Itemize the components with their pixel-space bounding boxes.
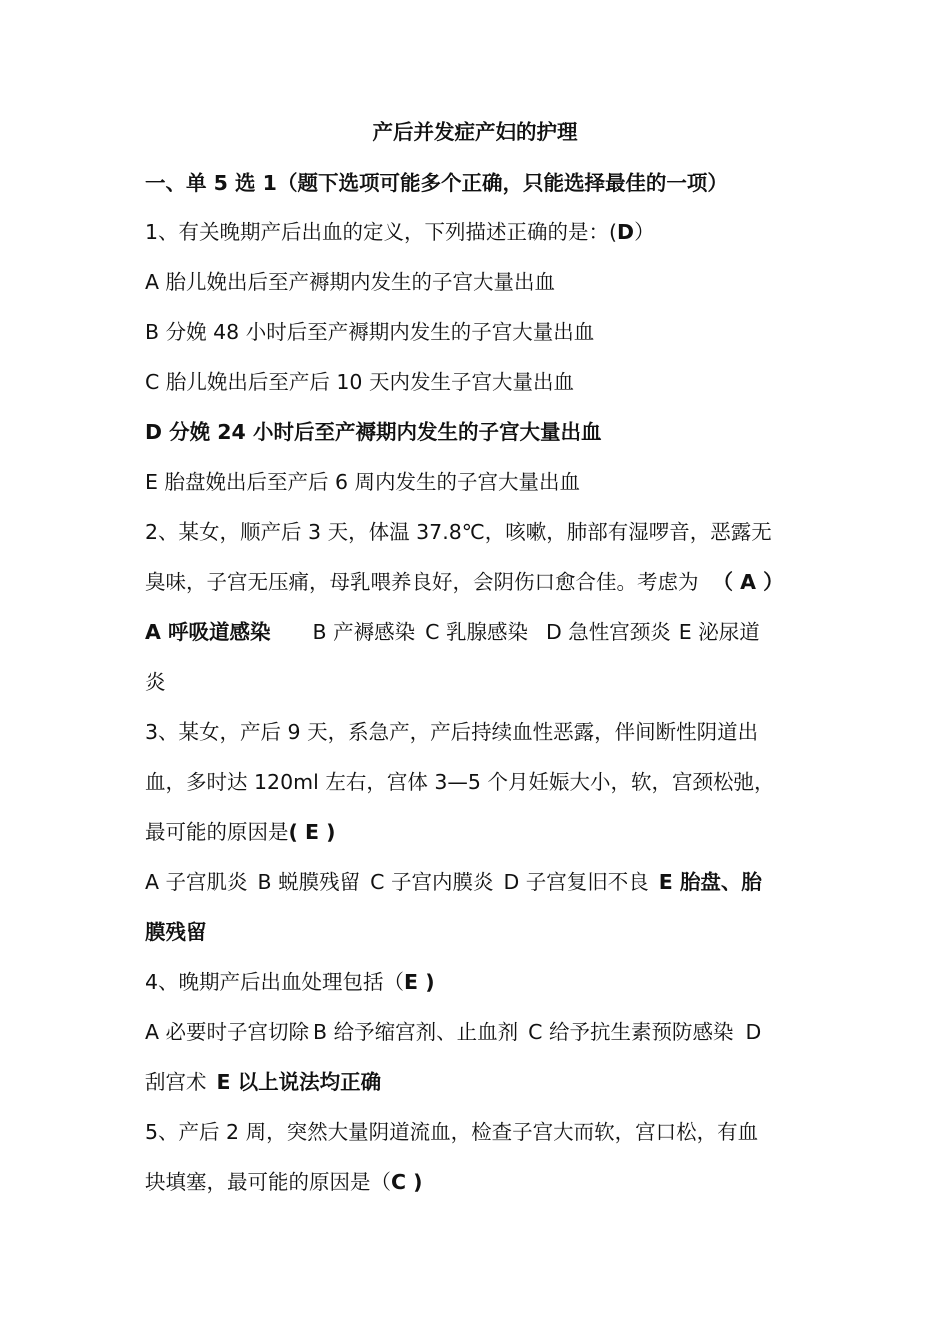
question-4-option-a: A 必要时子宫切除: [145, 1020, 310, 1044]
question-1-option-e: E 胎盘娩出后至产后 6 周内发生的子宫大量出血: [145, 470, 581, 494]
question-2-option-c: C 乳腺感染: [425, 620, 528, 644]
question-4-options-continued: [145, 1067, 815, 1097]
question-5-stem-line-2: [145, 1167, 815, 1197]
question-4-option-d: D: [745, 1020, 762, 1044]
question-3-stem-line-3: [145, 817, 815, 847]
question-4-stem: [145, 967, 815, 997]
question-3-stem-text: 最可能的原因是: [145, 820, 289, 844]
question-4-stem-text: 4、晚期产后出血处理包括（: [145, 970, 405, 994]
question-3-option-e-continued: 膜残留: [145, 920, 207, 944]
question-3-option-b: B 蜕膜残留: [257, 870, 361, 894]
question-1-option-d: D 分娩 24 小时后至产褥期内发生的子宫大量出血: [145, 420, 602, 444]
question-5-stem-text: 块填塞，最可能的原因是（: [145, 1170, 391, 1194]
section-heading: 一、单 5 选 1（题下选项可能多个正确，只能选择最佳的一项）: [145, 171, 728, 195]
question-1-answer: D: [617, 220, 635, 244]
question-5-stem-line-1: 5、产后 2 周，突然大量阴道流血，检查子宫大而软，宫口松，有血: [145, 1120, 759, 1144]
question-3-option-d: D 子宫复旧不良: [503, 870, 649, 894]
question-2-option-e-continued: 炎: [145, 670, 166, 694]
question-2-stem-text: 臭味，子宫无压痛，母乳喂养良好，会阴伤口愈合佳。考虑为: [145, 570, 699, 594]
question-2-option-a: A 呼吸道感染: [145, 620, 271, 644]
question-3-stem-line-2: 血，多时达 120ml 左右，宫体 3—5 个月妊娠大小，软，宫颈松弛，: [145, 770, 775, 794]
question-4-option-b: B 给予缩宫剂、止血剂: [313, 1020, 519, 1044]
question-1-option-c: C 胎儿娩出后至产后 10 天内发生子宫大量出血: [145, 370, 574, 394]
question-3-option-a: A 子宫肌炎: [145, 870, 248, 894]
question-2-option-b: B 产褥感染: [312, 620, 416, 644]
question-2-stem-line-2: [145, 567, 815, 597]
question-2-option-d: D 急性宫颈炎: [545, 620, 671, 644]
document-title: 产后并发症产妇的护理: [372, 120, 578, 144]
question-2-stem-line-1: 2、某女，顺产后 3 天，体温 37.8℃，咳嗽，肺部有湿啰音，恶露无: [145, 520, 772, 544]
question-2-option-e: E 泌尿道: [678, 620, 760, 644]
question-4-option-c: C 给予抗生素预防感染: [528, 1020, 734, 1044]
question-1-stem-close: ）: [634, 220, 655, 244]
question-4-option-e: E 以上说法均正确: [216, 1070, 382, 1094]
question-4-option-d-continued: 刮宫术: [145, 1070, 207, 1094]
question-1-stem-text: 1、有关晚期产后出血的定义，下列描述正确的是：(: [145, 220, 618, 244]
question-3-answer: ( E ): [288, 820, 336, 844]
question-1-stem: [145, 217, 815, 247]
question-1-option-a: A 胎儿娩出后至产褥期内发生的子宫大量出血: [145, 270, 556, 294]
question-4-answer: E ): [404, 970, 435, 994]
question-1-option-b: B 分娩 48 小时后至产褥期内发生的子宫大量出血: [145, 320, 595, 344]
question-4-options: [145, 1017, 815, 1047]
question-5-answer: C ): [391, 1170, 423, 1194]
question-3-options: [145, 867, 815, 897]
question-3-stem-line-1: 3、某女，产后 9 天，系急产，产后持续血性恶露，伴间断性阴道出: [145, 720, 759, 744]
question-2-answer: （ A ）: [712, 570, 784, 594]
question-3-option-c: C 子宫内膜炎: [370, 870, 494, 894]
question-3-option-e: E 胎盘、胎: [658, 870, 762, 894]
question-2-options: [145, 617, 815, 647]
